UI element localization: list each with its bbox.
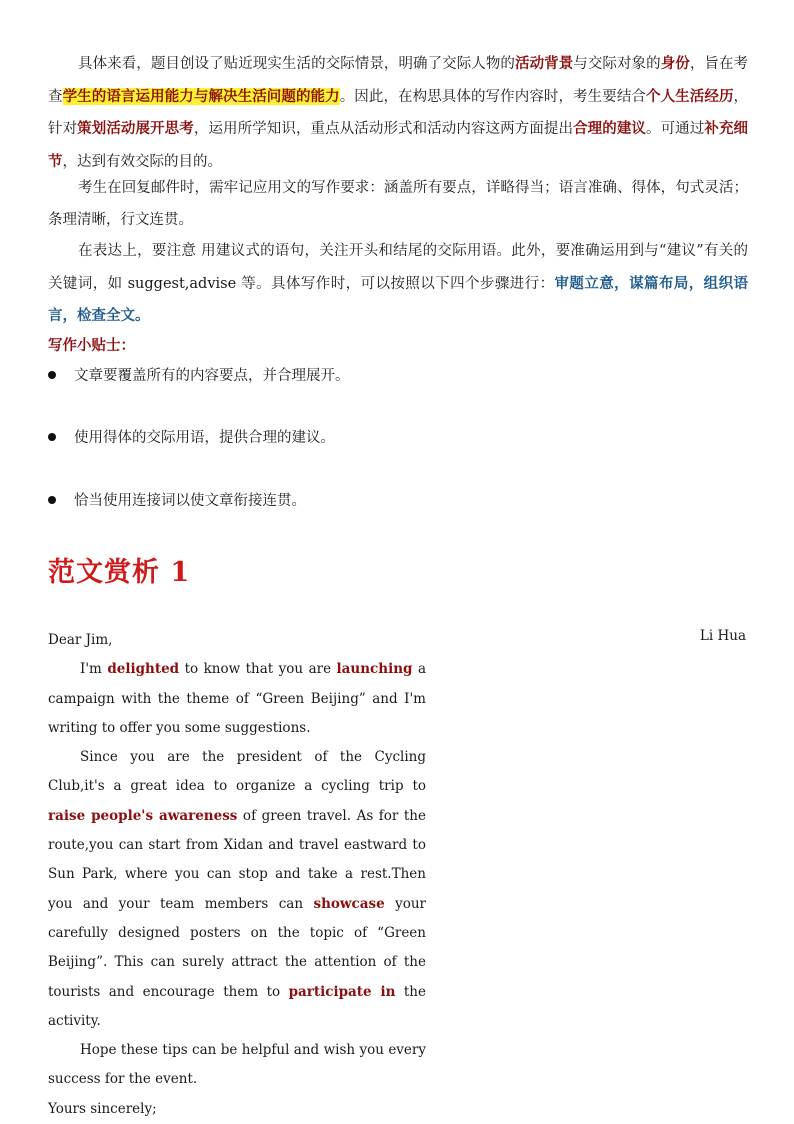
bullet-dot-icon xyxy=(48,371,56,379)
letter-paragraph-2 xyxy=(48,743,426,1036)
letter-greeting: Dear Jim, xyxy=(48,632,113,648)
text-run: of green travel. As for the route,you can start from Xidan and travel eastward to Sun Park, where you can stop and take a rest.Then you and your team members can xyxy=(48,807,426,912)
keyword-showcase: showcase xyxy=(313,895,385,912)
keyword-plan-activity: 策划活动展开思考 xyxy=(77,120,194,137)
text-run: I'm xyxy=(80,661,108,678)
letter-sender: Li Hua xyxy=(699,628,746,644)
sample-letter xyxy=(48,626,426,1124)
text-run: your carefully designed posters on the topic of “Green Beijing”. This can surely attract the attention of the tourists and encourage them to xyxy=(48,895,426,1000)
tip-item xyxy=(48,428,335,448)
tip-item xyxy=(48,366,350,386)
text-run: 具体来看，题目创设了贴近现实生活的交际情景，明确了交际人物的 xyxy=(78,56,515,72)
letter-closing: Yours sincerely; xyxy=(48,1100,157,1117)
section-heading: 范文赏析 1 xyxy=(48,557,191,588)
keyword-raise-awareness: raise people's awareness xyxy=(48,807,238,824)
analysis-paragraph-2: 考生在回复邮件时，需牢记应用文的写作要求：涵盖所有要点，详略得当；语言准确、得体，句式灵活；条理清晰，行文连贯。 xyxy=(48,180,748,228)
keyword-participate-in: participate in xyxy=(288,983,396,1000)
keyword-highlighted-ability: 学生的语言运用能力与解决生活问题的能力 xyxy=(62,87,340,105)
letter-paragraph-1 xyxy=(48,655,426,743)
text-run: to know that you are xyxy=(179,661,337,678)
text-run: the activity. xyxy=(48,983,426,1029)
bullet-dot-icon xyxy=(48,496,56,504)
keyword-four-steps: 审题立意，谋篇布局，组织语言，检查全文。 xyxy=(48,274,749,324)
keyword-identity: 身份 xyxy=(660,55,690,72)
letter-paragraph-3: Hope these tips can be helpful and wish you every success for the event. xyxy=(48,1042,426,1088)
text-run: 在表达上，要注意 用建议式的语句，关注开头和结尾的交际用语。此外，要准确运用到与“建议”有关的关键词，如 suggest,advise 等。具体写作时，可以按照以下四个步骤进行： xyxy=(48,243,748,292)
tip-text: 文章要覆盖所有的内容要点，并合理展开。 xyxy=(74,368,350,384)
text-run: 。因此，在构思具体的写作内容时，考生要结合 xyxy=(339,88,647,105)
keyword-activity-background: 活动背景 xyxy=(515,55,574,72)
text-run: ，针对 xyxy=(48,88,749,137)
text-run: ，达到有效交际的目的。 xyxy=(62,153,222,170)
tip-text: 恰当使用连接词以使文章衔接连贯。 xyxy=(74,493,306,509)
text-run: 。可通过 xyxy=(646,121,705,137)
keyword-personal-experience: 个人生活经历 xyxy=(646,87,734,105)
text-run: ，运用所学知识，重点从活动形式和活动内容这两方面提出 xyxy=(193,121,574,137)
tip-item xyxy=(48,491,306,511)
text-run: Since you are the president of the Cycling Club,it's a great idea to organize a cycling trip to xyxy=(48,749,426,795)
text-run: a campaign with the theme of “Green Beijing” and I'm writing to offer you some suggestions. xyxy=(48,661,426,736)
text-run: 与交际对象的 xyxy=(573,56,661,72)
analysis-paragraph-3 xyxy=(48,236,748,333)
keyword-reasonable-suggestion: 合理的建议 xyxy=(573,120,647,137)
tip-text: 使用得体的交际用语，提供合理的建议。 xyxy=(74,430,335,446)
keyword-add-details: 补充细节 xyxy=(48,120,749,170)
keyword-delighted: delighted xyxy=(107,661,180,678)
tips-title: 写作小贴士： xyxy=(48,337,135,354)
analysis-paragraph-1 xyxy=(48,48,748,178)
keyword-launching: launching xyxy=(336,661,413,678)
bullet-dot-icon xyxy=(48,433,56,441)
text-run: ，旨在考查 xyxy=(48,56,749,105)
